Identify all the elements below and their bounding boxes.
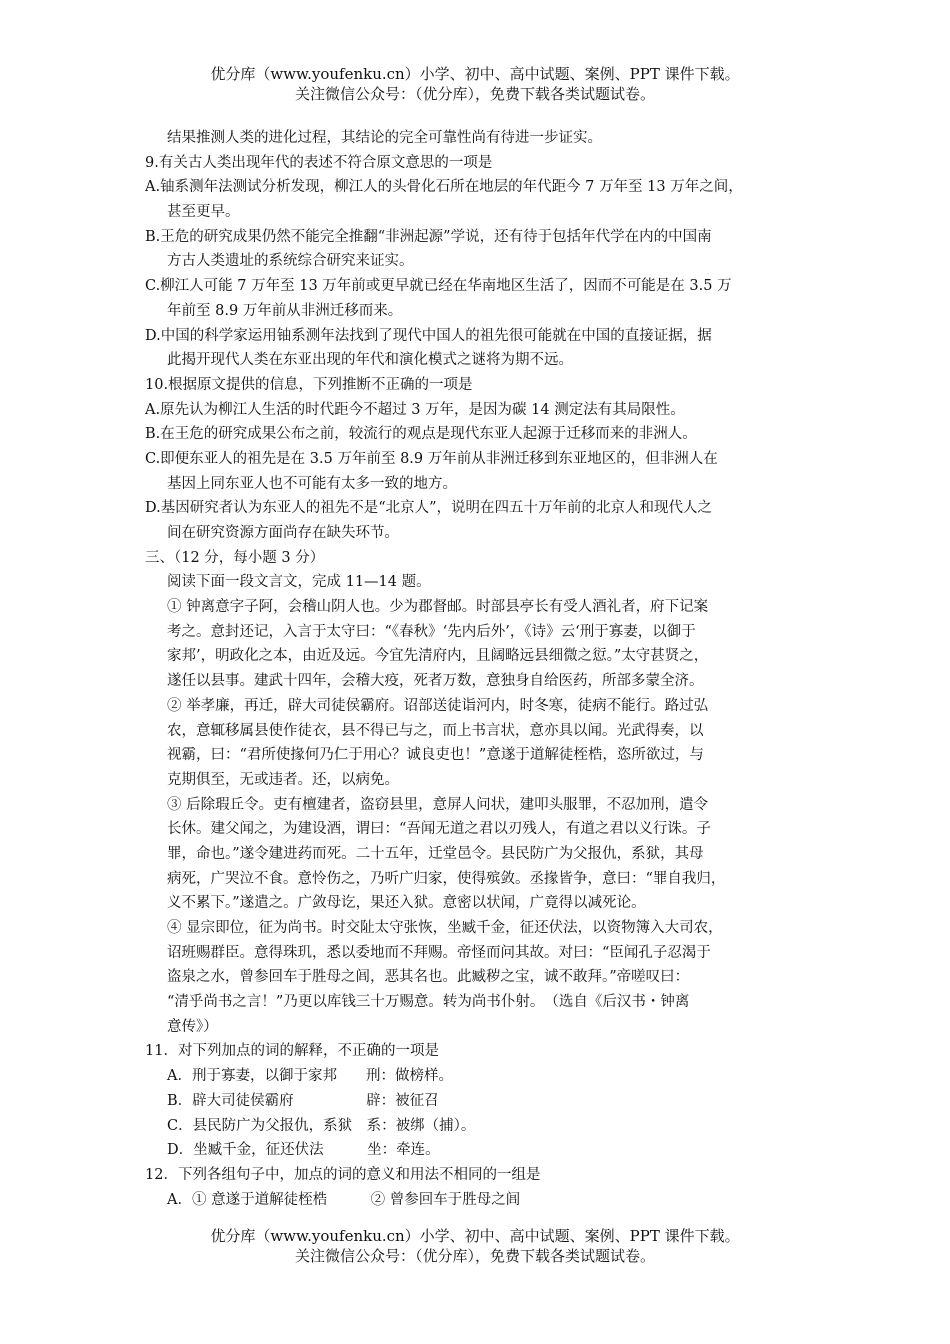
text-line: 基因上同东亚人也不可能有太多一致的地方。 [167,475,457,492]
text-line: 阅读下面一段文言文，完成 11—14 题。 [167,574,431,591]
text-line: 意传》） [167,1018,218,1035]
text-line: 结果推测人类的进化过程，其结论的完全可靠性尚有待进一步证实。 [167,130,602,146]
text-line: 遂任以县事。建武十四年，会稽大疫，死者万数，意独身自给医药，所部多蒙全济。 [167,673,704,690]
document-body [145,126,817,1212]
text-line: B.王危的研究成果仍然不能完全推翻“非洲起源”学说，还有待于包括年代学在内的中国南 [145,228,712,245]
text-line: 视霸，曰：“君所使掾何乃仁于用心？诚良吏也！”意遂于道解徒桎梏，恣所欲过，与 [167,747,704,764]
text-line: D.基因研究者认为东亚人的祖先不是“北京人”，说明在四五十万年前的北京人和现代人之 [145,500,713,517]
text-line: C．县民防广为父报仇，系狱 系：被绑（捕）。 [167,1117,476,1134]
text-line: 方古人类遗址的系统综合研究来证实。 [167,253,414,270]
text-line: 9.有关古人类出现年代的表述不符合原文意思的一项是 [145,154,493,171]
footer-line-2: 关注微信公众号：（优分库），免费下载各类试题试卷。 [294,1247,655,1265]
text-line: A.铀系测年法测试分析发现，柳江人的头骨化石所在地层的年代距今 7 万年至 13 万年之间， [145,179,743,196]
text-line: 年前至 8.9 万年前从非洲迁移而来。 [167,302,403,319]
header-line-1: 优分库（www.youfenku.cn）小学、初中、高中试题、案例、PPT 课件下载。 [210,65,740,83]
text-line: 甚至更早。 [167,204,240,221]
text-line: 农，意辄移属县使作徒衣，县不得已与之，而上书言状，意亦具以闻。光武得奏，以 [167,722,704,739]
text-line: ① 钟离意字子阿，会稽山阴人也。少为郡督邮。时部县亭长有受人酒礼者，府下记案 [167,599,709,616]
text-line: 间在研究资源方面尚存在缺失环节。 [167,525,399,541]
text-line: A.原先认为柳江人生活的时代距今不超过 3 万年，是因为碳 14 测定法有其局限性。 [145,401,685,418]
footer-line-1: 优分库（www.youfenku.cn）小学、初中、高中试题、案例、PPT 课件下载。 [210,1227,740,1245]
text-line: ③ 后除瑕丘令。吏有檀建者，盗窃县里，意屏人问状，建叩头服罪，不忍加刑，遣令 [167,796,709,813]
text-line: 罪，命也。”遂令建进药而死。二十五年，迁堂邑令。县民防广为父报仇，系狱，其母 [167,845,704,862]
text-line: ④ 显宗即位，征为尚书。时交阯太守张恢，坐臧千金，征还伏法，以资物簿入大司农， [167,920,723,936]
text-line: C.即便东亚人的祖先是在 3.5 万年前至 8.9 万年前从非洲迁移到东亚地区的，但非洲人在 [145,450,718,467]
text-line: 家邦’，明政化之本，由近及远。今宜先清府内，且阔略远县细微之愆。”太守甚贤之， [167,648,709,665]
text-line: 11．对下列加点的词的解释，不正确的一项是 [145,1043,439,1060]
text-line: 考之。意封还记，入言于太守曰：“《春秋》‘先内后外’，《诗》云‘刑于寡妻，以御于 [167,623,696,640]
text-line: 三、（12 分，每小题 3 分） [145,549,325,566]
text-line: 克期俱至，无或违者。还，以病免。 [167,771,399,788]
text-line: 诏班赐群臣。意得珠玑，悉以委地而不拜赐。帝怪而问其故。对曰：“臣闻孔子忍渴于 [167,944,711,961]
text-line: B．辟大司徒侯霸府 辟：被征召 [167,1092,439,1109]
text-line: “清乎尚书之言！”乃更以库钱三十万赐意。转为尚书仆射。 （选自《后汉书・钟离 [167,994,690,1011]
header-line-2: 关注微信公众号：（优分库），免费下载各类试题试卷。 [294,85,655,103]
text-line: A．刑于寡妻，以御于家邦 刑：做榜样。 [167,1068,453,1085]
text-line: 此揭开现代人类在东亚出现的年代和演化模式之谜将为期不远。 [167,352,573,369]
page-footer [0,1226,950,1266]
text-line: B.在王危的研究成果公布之前，较流行的观点是现代东亚人起源于迁移而来的非洲人。 [145,426,697,443]
text-line: A．① 意遂于道解徒桎梏 ② 曾参回车于胜母之闾 [167,1191,521,1208]
text-line: C.柳江人可能 7 万年至 13 万年前或更早就已经在华南地区生活了，因而不可能是在 3.5 万 [145,278,732,295]
text-line: 义不累下。”遂遣之。广敛母讫，果还入狱。意密以状闻，广竟得以减死论。 [167,895,646,912]
text-line: ② 举孝廉，再迁，辟大司徒侯霸府。诏部送徒诣河内，时冬寒，徒病不能行。路过弘 [167,697,709,714]
text-line: D．坐臧千金，征还伏法 坐：牵连。 [167,1142,440,1159]
text-line: 12．下列各组句子中，加点的词的意义和用法不相同的一组是 [145,1166,541,1183]
text-line: 病死，广哭泣不食。意怜伤之，乃听广归家，使得殡敛。丞掾皆争，意曰：“罪自我归， [167,870,726,887]
text-line: D.中国的科学家运用铀系测年法找到了现代中国人的祖先很可能就在中国的直接证据，据 [145,327,712,344]
text-line: 长休。建父闻之，为建设酒，谓曰：“吾闻无道之君以刃残人，有道之君以义行诛。子 [167,821,711,838]
text-line: 盗泉之水，曾参回车于胜母之闾，恶其名也。此臧秽之宝，诚不敢拜。”帝嗟叹曰： [167,969,690,986]
text-line: 10.根据原文提供的信息，下列推断不正确的一项是 [145,376,473,393]
page-header [0,64,950,104]
